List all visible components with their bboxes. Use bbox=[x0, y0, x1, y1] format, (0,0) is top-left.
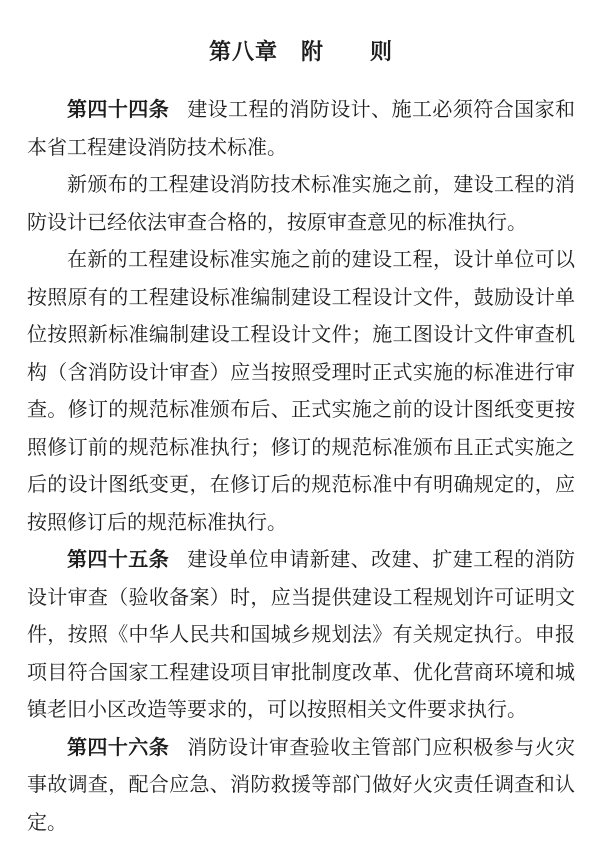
article-paragraph bbox=[27, 241, 575, 541]
article-paragraph bbox=[27, 729, 575, 841]
article-paragraph bbox=[27, 91, 575, 166]
article-number-label: 第四十四条 bbox=[67, 97, 170, 122]
document-body bbox=[27, 91, 575, 841]
article-number-label: 第四十六条 bbox=[67, 734, 170, 759]
chapter-title: 第八章 附 则 bbox=[208, 40, 393, 65]
article-text: 在新的工程建设标准实施之前的建设工程，设计单位可以按照原有的工程建设标准编制建设工程设计文件，鼓励设计单位按照新标准编制建设工程设计文件；施工图设计文件审查机构（含消防设计审查）应当按照受理时正式实施的标准进行审查。修订的规范标准颁布后、正式实施之前的设计图纸变更按照修订前的规范标准执行；修订的规范标准颁布且正式实施之后的设计图纸变更，在修订后的规范标准中有明确规定的，应按照修订后的规范标准执行。 bbox=[27, 247, 575, 534]
article-text: 建设单位申请新建、改建、扩建工程的消防设计审查（验收备案）时，应当提供建设工程规划许可证明文件，按照《中华人民共和国城乡规划法》有关规定执行。申报项目符合国家工程建设项目审批制度改革、优化营商环境和城镇老旧小区改造等要求的，可以按照相关文件要求执行。 bbox=[27, 547, 576, 722]
article-number-label: 第四十五条 bbox=[67, 547, 170, 572]
article-paragraph bbox=[27, 166, 575, 241]
article-text: 建设工程的消防设计、施工必须符合国家和本省工程建设消防技术标准。 bbox=[27, 97, 576, 159]
article-text: 消防设计审查验收主管部门应积极参与火灾事故调查，配合应急、消防救援等部门做好火灾责任调查和认定。 bbox=[27, 734, 576, 834]
article-paragraph bbox=[27, 541, 575, 729]
article-text: 新颁布的工程建设消防技术标准实施之前，建设工程的消防设计已经依法审查合格的，按原审查意见的标准执行。 bbox=[27, 172, 575, 234]
